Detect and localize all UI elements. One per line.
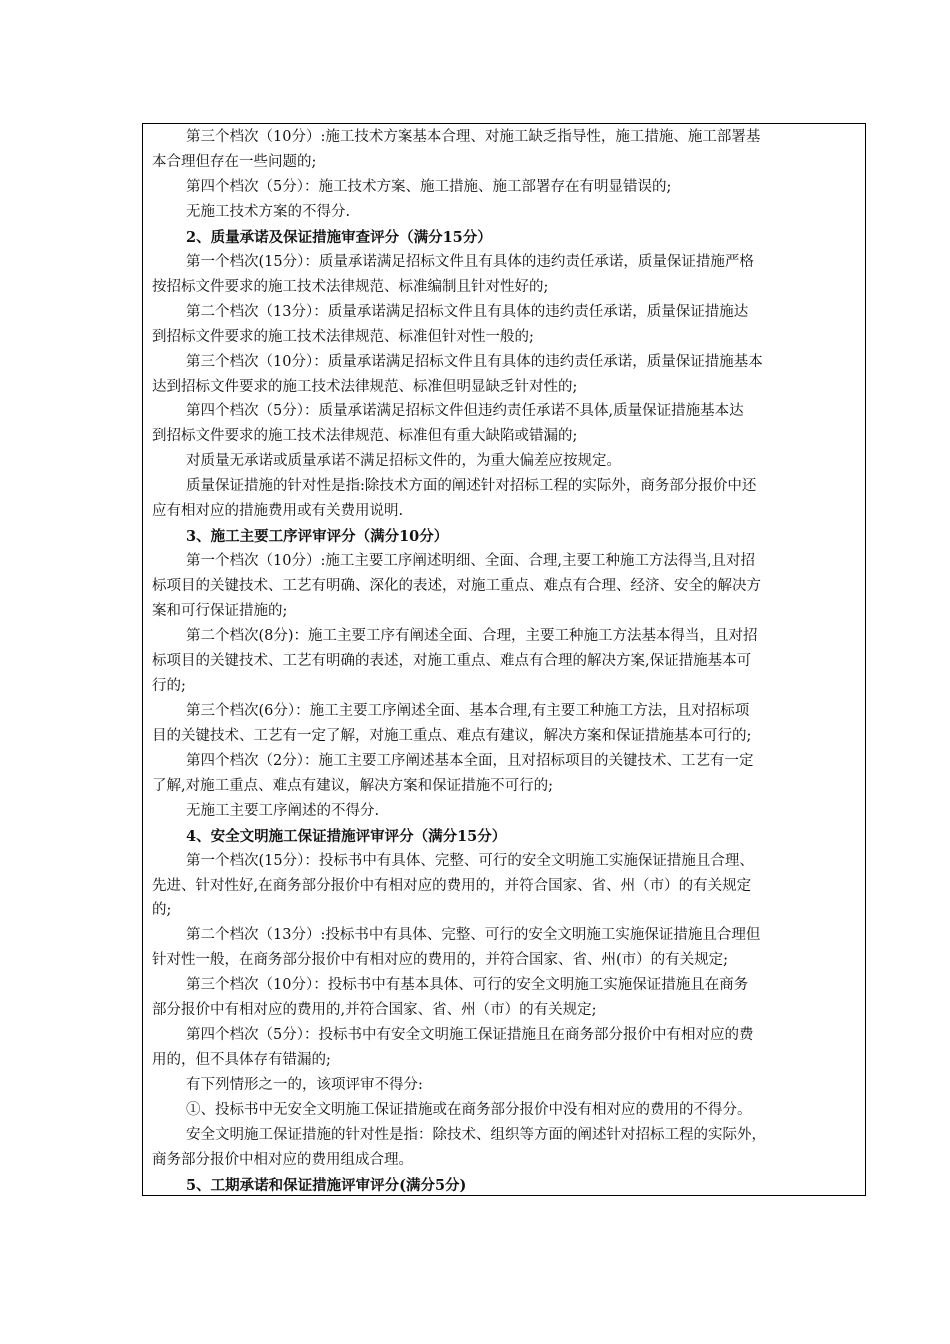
text-line: 针对性一般，在商务部分报价中有相对应的费用的，并符合国家、省、州(市）的有关规定; [152,952,729,969]
text-line: 有下列情形之一的，该项评审不得分: [186,1077,423,1094]
text-line: 第三个档次（10分）：投标书中有基本具体、可行的安全文明施工实施保证措施且在商务 [186,977,749,994]
text-line: 本合理但存在一些问题的; [152,153,317,170]
text-line: 第一个档次（10分）:施工主要工序阐述明细、全面、合理,主要工种施工方法得当,且对招 [186,553,756,570]
section-heading: 3、施工主要工序评审评分（满分10分） [186,528,449,546]
text-line: 标项目的关键技术、工艺有明确的表述，对施工重点、难点有合理的解决方案,保证措施基本可 [152,652,752,669]
text-line: 行的; [152,677,186,694]
text-line: 第一个档次(15分）：投标书中有具体、完整、可行的安全文明施工实施保证措施且合理、 [186,852,754,869]
text-line: ①、投标书中无安全文明施工保证措施或在商务部分报价中没有相对应的费用的不得分。 [186,1102,752,1118]
text-line: 按招标文件要求的施工技术法律规范、标准编制且针对性好的; [152,278,549,295]
text-line: 第二个档次（13分）：质量承诺满足招标文件且有具体的违约责任承诺，质量保证措施达 [186,303,749,320]
text-line: 用的，但不具体存有错漏的; [152,1052,331,1069]
text-line: 第四个档次（5分）：投标书中有安全文明施工保证措施且在商务部分报价中有相对应的费 [186,1027,754,1044]
text-line: 案和可行保证措施的; [152,603,288,619]
text-line: 无施工技术方案的不得分. [186,203,351,220]
text-line: 第三个档次(6分）：施工主要工序阐述全面、基本合理,有主要工种施工方法，且对招标项 [186,702,750,719]
section-heading: 4、安全文明施工保证措施评审评分（满分15分） [186,827,507,845]
text-line: 了解,对施工重点、难点有建议，解决方案和保证措施不可行的; [152,777,553,794]
text-line: 部分报价中有相对应的费用的,并符合国家、省、州（市）的有关规定; [152,1002,597,1019]
text-line: 应有相对应的措施费用或有关费用说明. [152,503,404,520]
text-line: 到招标文件要求的施工技术法律规范、标准但有重大缺陷或错漏的; [152,428,578,445]
text-line: 第二个档次（13分）:投标书中有具体、完整、可行的安全文明施工实施保证措施且合理但 [186,927,761,944]
section-heading: 5、工期承诺和保证措施评审评分(满分5分) [186,1176,467,1194]
text-line: 第四个档次（2分）：施工主要工序阐述基本全面，且对招标项目的关键技术、工艺有一定 [186,752,754,769]
text-line: 先进、针对性好,在商务部分报价中有相对应的费用的，并符合国家、省、州（市）的有关规定 [152,877,752,894]
text-line: 第二个档次(8分)：施工主要工序有阐述全面、合理，主要工种施工方法基本得当，且对招 [186,628,758,644]
text-line: 第一个档次(15分）：质量承诺满足招标文件且有具体的违约责任承诺，质量保证措施严格 [186,253,754,270]
text-line: 目的关键技术、工艺有一定了解，对施工重点、难点有建议，解决方案和保证措施基本可行的; [152,727,752,744]
section-heading: 2、质量承诺及保证措施审查评分（满分15分） [186,228,492,246]
text-line: 标项目的关键技术、工艺有明确、深化的表述，对施工重点、难点有合理、经济、安全的解决方 [152,578,761,595]
text-line: 对质量无承诺或质量承诺不满足招标文件的，为重大偏差应按规定。 [186,453,621,470]
text-line: 商务部分报价中相对应的费用组成合理。 [152,1151,413,1168]
text-line: 到招标文件要求的施工技术法律规范、标准但针对性一般的; [152,328,534,345]
text-line: 第四个档次（5分）：施工技术方案、施工措施、施工部署存在有明显错误的; [186,178,672,195]
text-line: 第四个档次（5分）：质量承诺满足招标文件但违约责任承诺不具体,质量保证措施基本达 [186,403,744,420]
text-line: 质量保证措施的针对性是指:除技术方面的阐述针对招标工程的实际外，商务部分报价中还 [186,478,757,495]
text-line: 无施工主要工序阐述的不得分. [186,802,380,819]
text-line: 安全文明施工保证措施的针对性是指：除技术、组织等方面的阐述针对招标工程的实际外， [186,1127,766,1143]
text-line: 的; [152,902,172,919]
text-line: 第三个档次（10分）:施工技术方案基本合理、对施工缺乏指导性，施工措施、施工部署基 [186,129,761,145]
text-line: 达到招标文件要求的施工技术法律规范、标准但明显缺乏针对性的; [152,378,578,395]
text-line: 第三个档次（10分）：质量承诺满足招标文件且有具体的违约责任承诺，质量保证措施基本 [186,353,763,370]
